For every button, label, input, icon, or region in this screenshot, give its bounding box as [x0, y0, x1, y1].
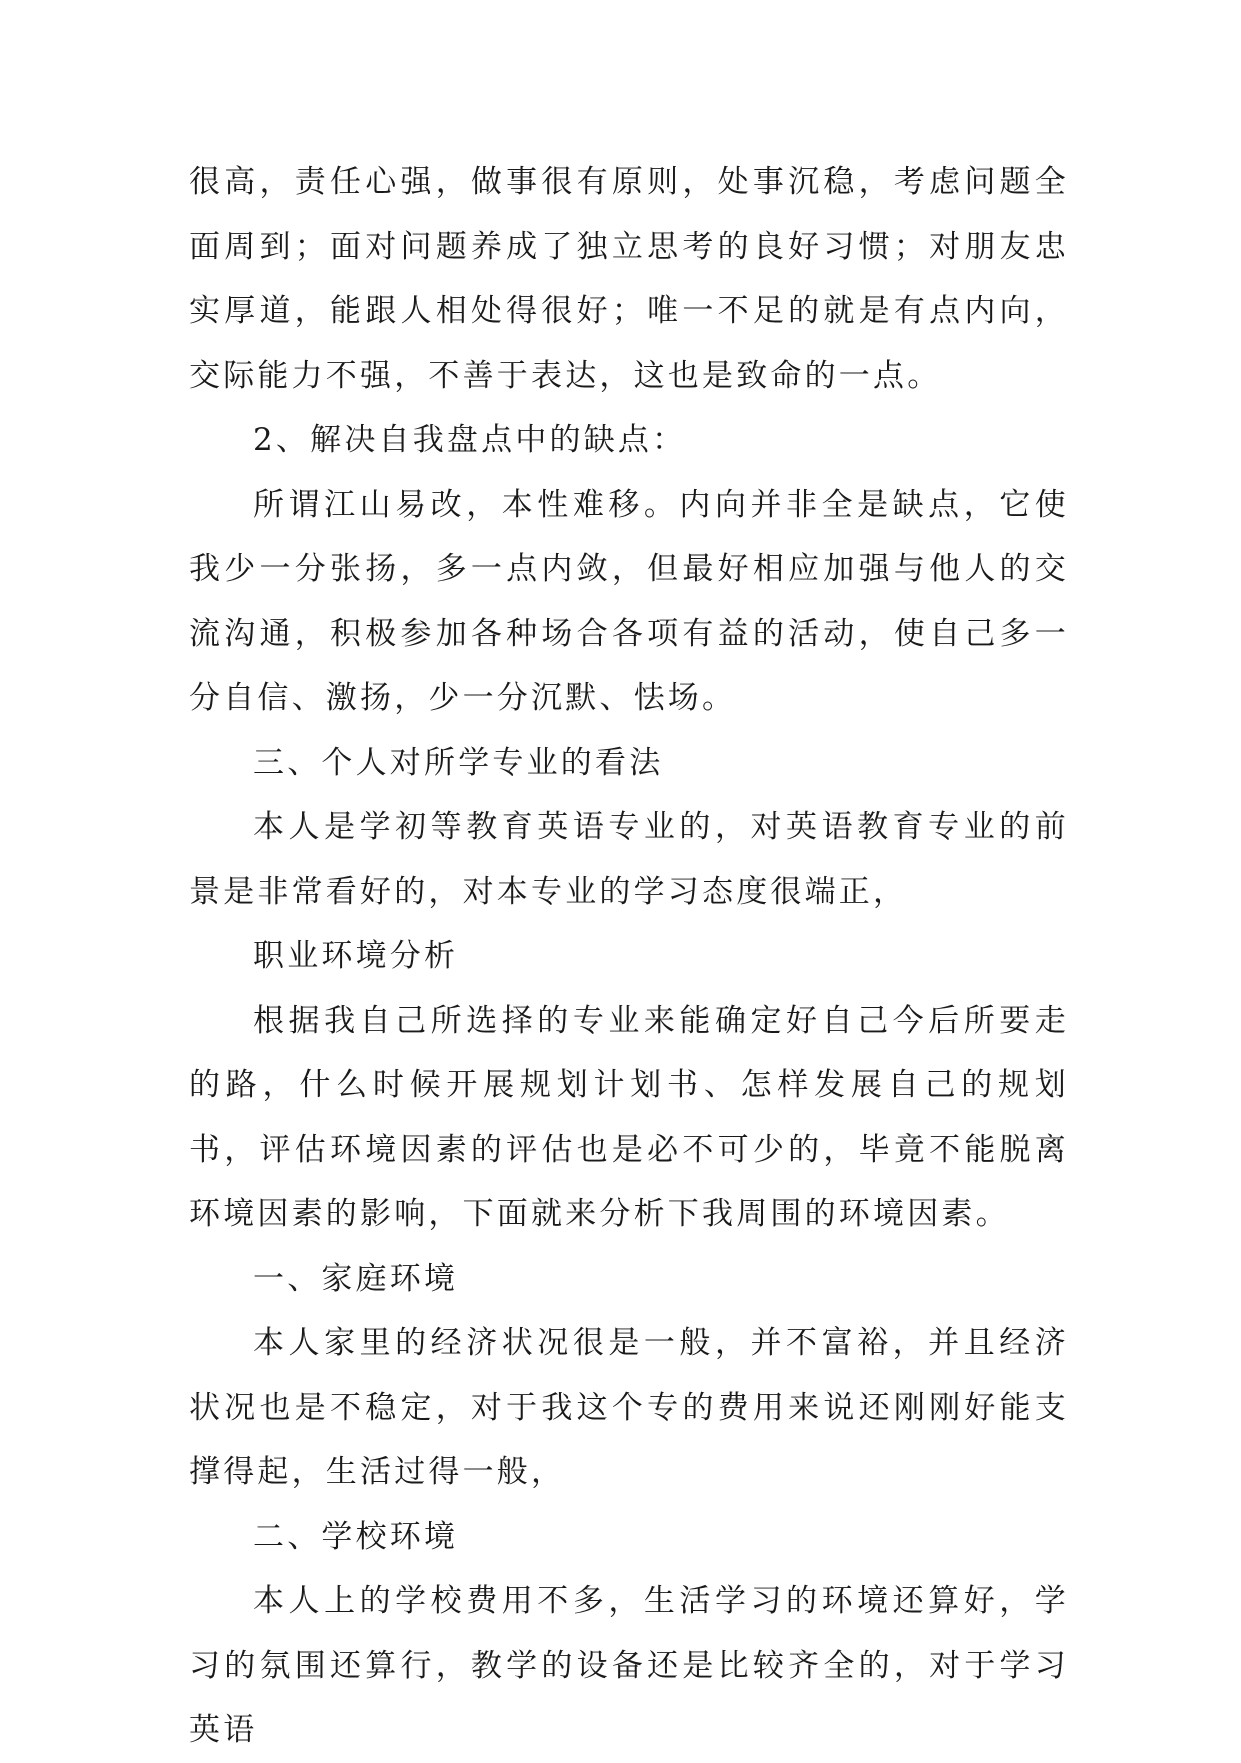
- paragraph: 很高，责任心强，做事很有原则，处事沉稳，考虑问题全面周到；面对问题养成了独立思考的良好习惯；对朋友忠实厚道，能跟人相处得很好；唯一不足的就是有点内向，交际能力不强，不善于表达，这也是致命的一点。: [189, 164, 1069, 394]
- paragraph: 根据我自己所选择的专业来能确定好自己今后所要走的路，什么时候开展规划计划书、怎样发展自己的规划书，评估环境因素的评估也是必不可少的，毕竟不能脱离环境因素的影响，下面就来分析下我周围的环境因素。: [189, 1002, 1069, 1232]
- document-body: [189, 150, 1069, 1763]
- paragraph: 本人家里的经济状况很是一般，并不富裕，并且经济状况也是不稳定，对于我这个专的费用来说还刚刚好能支撑得起，生活过得一般，: [189, 1325, 1069, 1490]
- section-heading: 职业环境分析: [253, 938, 459, 974]
- paragraph: 本人上的学校费用不多，生活学习的环境还算好，学习的氛围还算行，教学的设备还是比较齐全的，对于学习英语: [189, 1583, 1069, 1748]
- paragraph: 所谓江山易改，本性难移。内向并非全是缺点，它使我少一分张扬，多一点内敛，但最好相应加强与他人的交流沟通，积极参加各种场合各项有益的活动，使自己多一分自信、激扬，少一分沉默、怯场。: [189, 486, 1069, 716]
- paragraph: 本人是学初等教育英语专业的，对英语教育专业的前景是非常看好的，对本专业的学习态度很端正，: [189, 809, 1069, 910]
- section-heading: 三、个人对所学专业的看法: [253, 744, 664, 781]
- section-heading: 2、解决自我盘点中的缺点：: [253, 422, 687, 458]
- section-heading: 二、学校环境: [253, 1518, 459, 1555]
- section-heading: 一、家庭环境: [253, 1260, 459, 1297]
